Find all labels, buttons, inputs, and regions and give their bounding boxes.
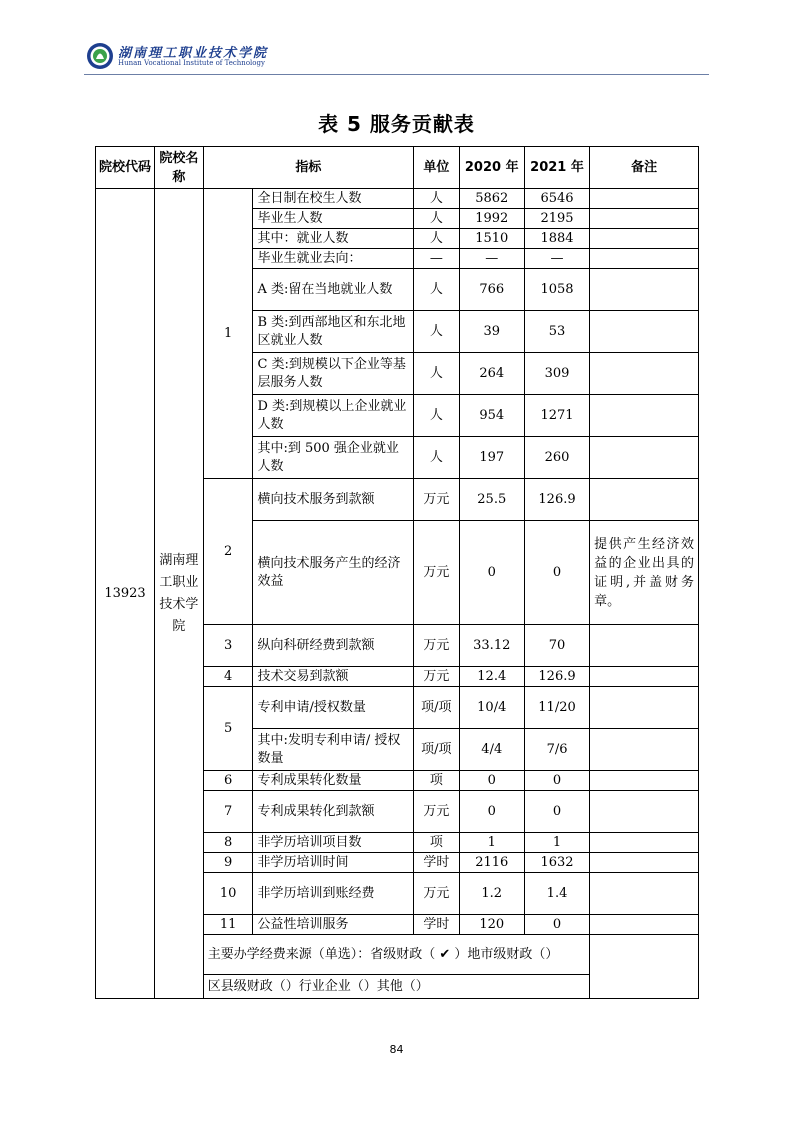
indicator-cell: 非学历培训到账经费 [253,873,414,915]
item-number: 8 [203,833,253,853]
unit-cell: 人 [414,189,460,209]
value-2021: 0 [524,791,589,833]
note-cell [590,915,699,935]
unit-cell: 项/项 [414,687,460,729]
item-number: 3 [203,625,253,667]
value-2020: 1 [459,833,524,853]
header-school-name: 院校名称 [155,147,204,189]
item-number: 11 [203,915,253,935]
indicator-cell: 纵向科研经费到款额 [253,625,414,667]
value-2020: 1992 [459,209,524,229]
indicator-cell: 毕业生人数 [253,209,414,229]
unit-cell: 人 [414,311,460,353]
value-2020: 766 [459,269,524,311]
unit-cell: 学时 [414,915,460,935]
value-2021: 0 [524,771,589,791]
header-unit: 单位 [414,147,460,189]
indicator-cell: A 类:留在当地就业人数 [253,269,414,311]
value-2021: 1271 [524,395,589,437]
note-cell [590,625,699,667]
item-number: 1 [203,189,253,479]
note-cell [590,935,699,999]
unit-cell: 万元 [414,667,460,687]
value-2020: 33.12 [459,625,524,667]
value-2020: 954 [459,395,524,437]
header-note: 备注 [590,147,699,189]
value-2021: 70 [524,625,589,667]
note-cell [590,729,699,771]
page-header [84,40,709,74]
value-2021: 1 [524,833,589,853]
note-cell [590,791,699,833]
note-cell [590,687,699,729]
value-2021: 1.4 [524,873,589,915]
school-name-cn: 湖南理工职业技术学院 [118,46,269,61]
indicator-cell: 全日制在校生人数 [253,189,414,209]
note-cell [590,667,699,687]
value-2021: 1884 [524,229,589,249]
indicator-cell: 其中：就业人数 [253,229,414,249]
item-number: 9 [203,853,253,873]
note-cell [590,353,699,395]
item-number: 6 [203,771,253,791]
note-cell [590,249,699,269]
indicator-cell: 专利成果转化数量 [253,771,414,791]
value-2021: 260 [524,437,589,479]
value-2020: — [459,249,524,269]
value-2020: 0 [459,771,524,791]
value-2021: 6546 [524,189,589,209]
value-2020: 4/4 [459,729,524,771]
unit-cell: 人 [414,229,460,249]
item-number: 2 [203,479,253,625]
note-cell [590,209,699,229]
item-number: 10 [203,873,253,915]
value-2021: 0 [524,521,589,625]
note-cell [590,269,699,311]
indicator-cell: C 类:到规模以下企业等基层服务人数 [253,353,414,395]
unit-cell: 万元 [414,625,460,667]
unit-cell: 人 [414,209,460,229]
value-2021: 1632 [524,853,589,873]
school-name-cell: 湖南理工职业技术学院 [155,189,204,999]
unit-cell: 万元 [414,521,460,625]
header-indicator: 指标 [203,147,413,189]
indicator-cell: 专利成果转化到款额 [253,791,414,833]
header-divider [84,74,709,75]
value-2021: 309 [524,353,589,395]
note-cell [590,853,699,873]
value-2020: 120 [459,915,524,935]
value-2020: 1510 [459,229,524,249]
indicator-cell: 其中:发明专利申请/ 授权数量 [253,729,414,771]
note-cell [590,833,699,853]
unit-cell: 人 [414,437,460,479]
unit-cell: 学时 [414,853,460,873]
value-2020: 0 [459,521,524,625]
table-row [96,189,699,209]
note-cell [590,189,699,209]
school-code-cell: 13923 [96,189,155,999]
note-cell: 提供产生经济效益的企业出具的证明,并盖财务章。 [590,521,699,625]
value-2021: 7/6 [524,729,589,771]
indicator-cell: 横向技术服务产生的经济效益 [253,521,414,625]
value-2021: — [524,249,589,269]
note-cell [590,437,699,479]
value-2021: 126.9 [524,667,589,687]
school-name-en: Hunan Vocational Institute of Technology [118,59,265,67]
indicator-cell: 其中:到 500 强企业就业人数 [253,437,414,479]
note-cell [590,771,699,791]
value-2020: 25.5 [459,479,524,521]
value-2020: 39 [459,311,524,353]
indicator-cell: 非学历培训项目数 [253,833,414,853]
indicator-cell: 横向技术服务到款额 [253,479,414,521]
value-2021: 53 [524,311,589,353]
indicator-cell: 专利申请/授权数量 [253,687,414,729]
note-cell [590,395,699,437]
page-number: 84 [389,1043,404,1056]
value-2020: 5862 [459,189,524,209]
value-2021: 1058 [524,269,589,311]
value-2020: 264 [459,353,524,395]
value-2021: 0 [524,915,589,935]
value-2021: 11/20 [524,687,589,729]
unit-cell: 万元 [414,791,460,833]
unit-cell: 项 [414,771,460,791]
note-cell [590,873,699,915]
funding-source-other: 区县级财政（）行业企业（）其他（） [203,975,589,999]
value-2020: 10/4 [459,687,524,729]
unit-cell: 项/项 [414,729,460,771]
item-number: 5 [203,687,253,771]
indicator-cell: 毕业生就业去向： [253,249,414,269]
indicator-cell: 公益性培训服务 [253,915,414,935]
value-2020: 2116 [459,853,524,873]
note-cell [590,229,699,249]
unit-cell: 万元 [414,873,460,915]
value-2020: 12.4 [459,667,524,687]
value-2020: 0 [459,791,524,833]
header-2020: 2020 年 [459,147,524,189]
value-2020: 197 [459,437,524,479]
header-school-code: 院校代码 [96,147,155,189]
indicator-cell: B 类:到西部地区和东北地区就业人数 [253,311,414,353]
header-2021: 2021 年 [524,147,589,189]
unit-cell: 人 [414,353,460,395]
value-2021: 126.9 [524,479,589,521]
unit-cell: 项 [414,833,460,853]
unit-cell: 人 [414,395,460,437]
indicator-cell: 技术交易到款额 [253,667,414,687]
school-emblem-icon [86,42,114,70]
page-title: 表 5 服务贡献表 [318,112,475,136]
service-contribution-table [95,146,699,999]
note-cell [590,311,699,353]
item-number: 4 [203,667,253,687]
unit-cell: — [414,249,460,269]
unit-cell: 万元 [414,479,460,521]
value-2020: 1.2 [459,873,524,915]
indicator-cell: D 类:到规模以上企业就业人数 [253,395,414,437]
item-number: 7 [203,791,253,833]
funding-source-primary: 主要办学经费来源（单选）：省级财政（ ✔ ）地市级财政（） [203,935,589,975]
note-cell [590,479,699,521]
unit-cell: 人 [414,269,460,311]
value-2021: 2195 [524,209,589,229]
indicator-cell: 非学历培训时间 [253,853,414,873]
